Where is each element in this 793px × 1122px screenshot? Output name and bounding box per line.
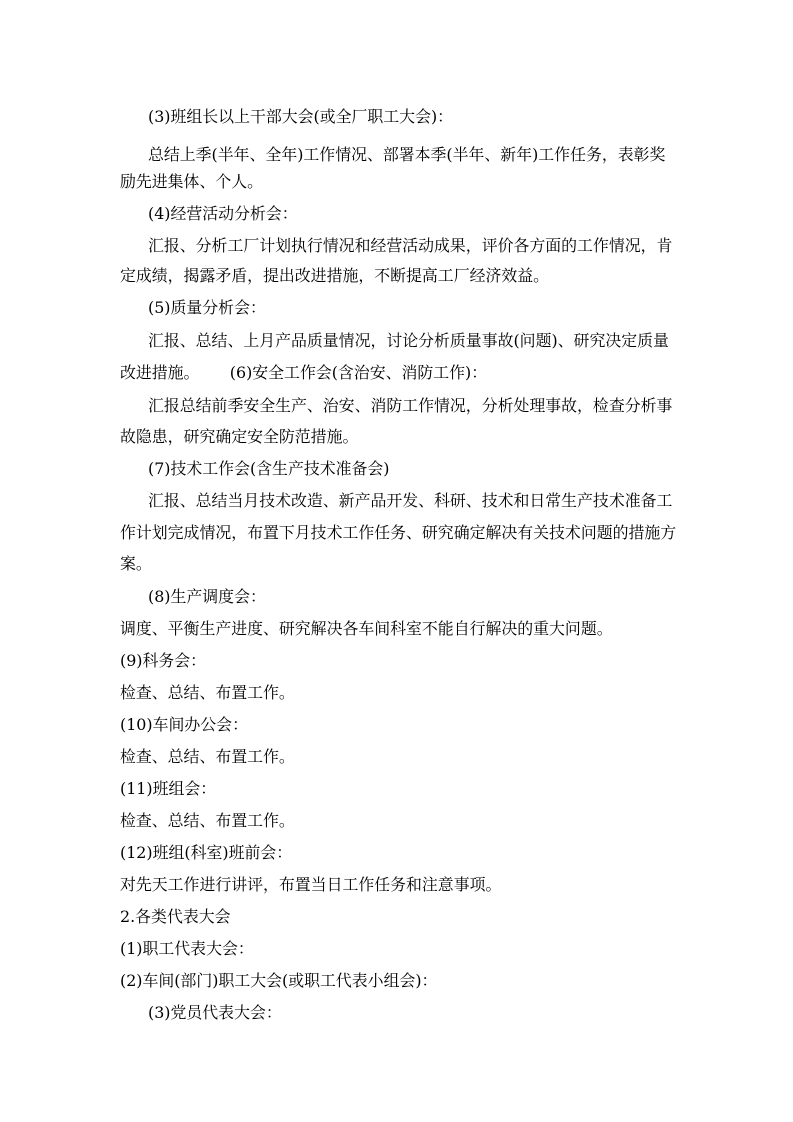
paragraph-line: 汇报、分析工厂计划执行情况和经营活动成果，评价各方面的工作情况，肯 — [148, 236, 673, 255]
heading-line: (7)技术工作会(含生产技术准备会) — [148, 459, 390, 478]
heading-line: (2)车间(部门)职工大会(或职工代表小组会)： — [120, 971, 438, 990]
heading-line: (8)生产调度会： — [148, 587, 266, 606]
section-heading: 2.各类代表大会 — [120, 907, 231, 926]
heading-line: (11)班组会： — [120, 779, 217, 798]
heading-line: (3)党员代表大会： — [148, 1003, 282, 1022]
heading-line: (3)班组长以上干部大会(或全厂职工大会)： — [148, 107, 454, 126]
paragraph-line: 汇报、总结、上月产品质量情况，讨论分析质量事故(问题)、研究决定质量 — [148, 331, 669, 350]
paragraph-line: 检查、总结、布置工作。 — [120, 683, 295, 702]
heading-line: (10)车间办公会： — [120, 715, 248, 734]
heading-line: (12)班组(科室)班前会： — [120, 843, 293, 862]
paragraph-line: 案。 — [120, 554, 152, 573]
heading-line: (1)职工代表大会： — [120, 939, 254, 958]
paragraph-line: 故隐患，研究确定安全防范措施。 — [120, 427, 359, 446]
heading-line: (9)科务会： — [120, 651, 207, 670]
paragraph-line: 励先进集体、个人。 — [120, 172, 264, 191]
paragraph-line: 改进措施。 (6)安全工作会(含治安、消防工作)： — [120, 363, 488, 382]
paragraph-line: 检查、总结、布置工作。 — [120, 811, 295, 830]
paragraph-line: 检查、总结、布置工作。 — [120, 747, 295, 766]
paragraph-line: 调度、平衡生产进度、研究解决各车间科室不能自行解决的重大问题。 — [120, 619, 613, 638]
heading-line: (5)质量分析会： — [148, 298, 266, 317]
paragraph-line: 汇报总结前季安全生产、治安、消防工作情况，分析处理事故，检查分析事 — [148, 396, 673, 415]
paragraph-line: 总结上季(半年、全年)工作情况、部署本季(半年、新年)工作任务，表彰奖 — [148, 145, 666, 164]
heading-line: (4)经营活动分析会： — [148, 204, 298, 223]
paragraph-line: 定成绩，揭露矛盾，提出改进措施，不断提高工厂经济效益。 — [120, 266, 550, 285]
paragraph-line: 对先天工作进行讲评，布置当日工作任务和注意事项。 — [120, 875, 502, 894]
paragraph-line: 作计划完成情况，布置下月技术工作任务、研究确定解决有关技术问题的措施方 — [120, 523, 677, 542]
paragraph-line: 汇报、总结当月技术改造、新产品开发、科研、技术和日常生产技术准备工 — [148, 491, 673, 510]
